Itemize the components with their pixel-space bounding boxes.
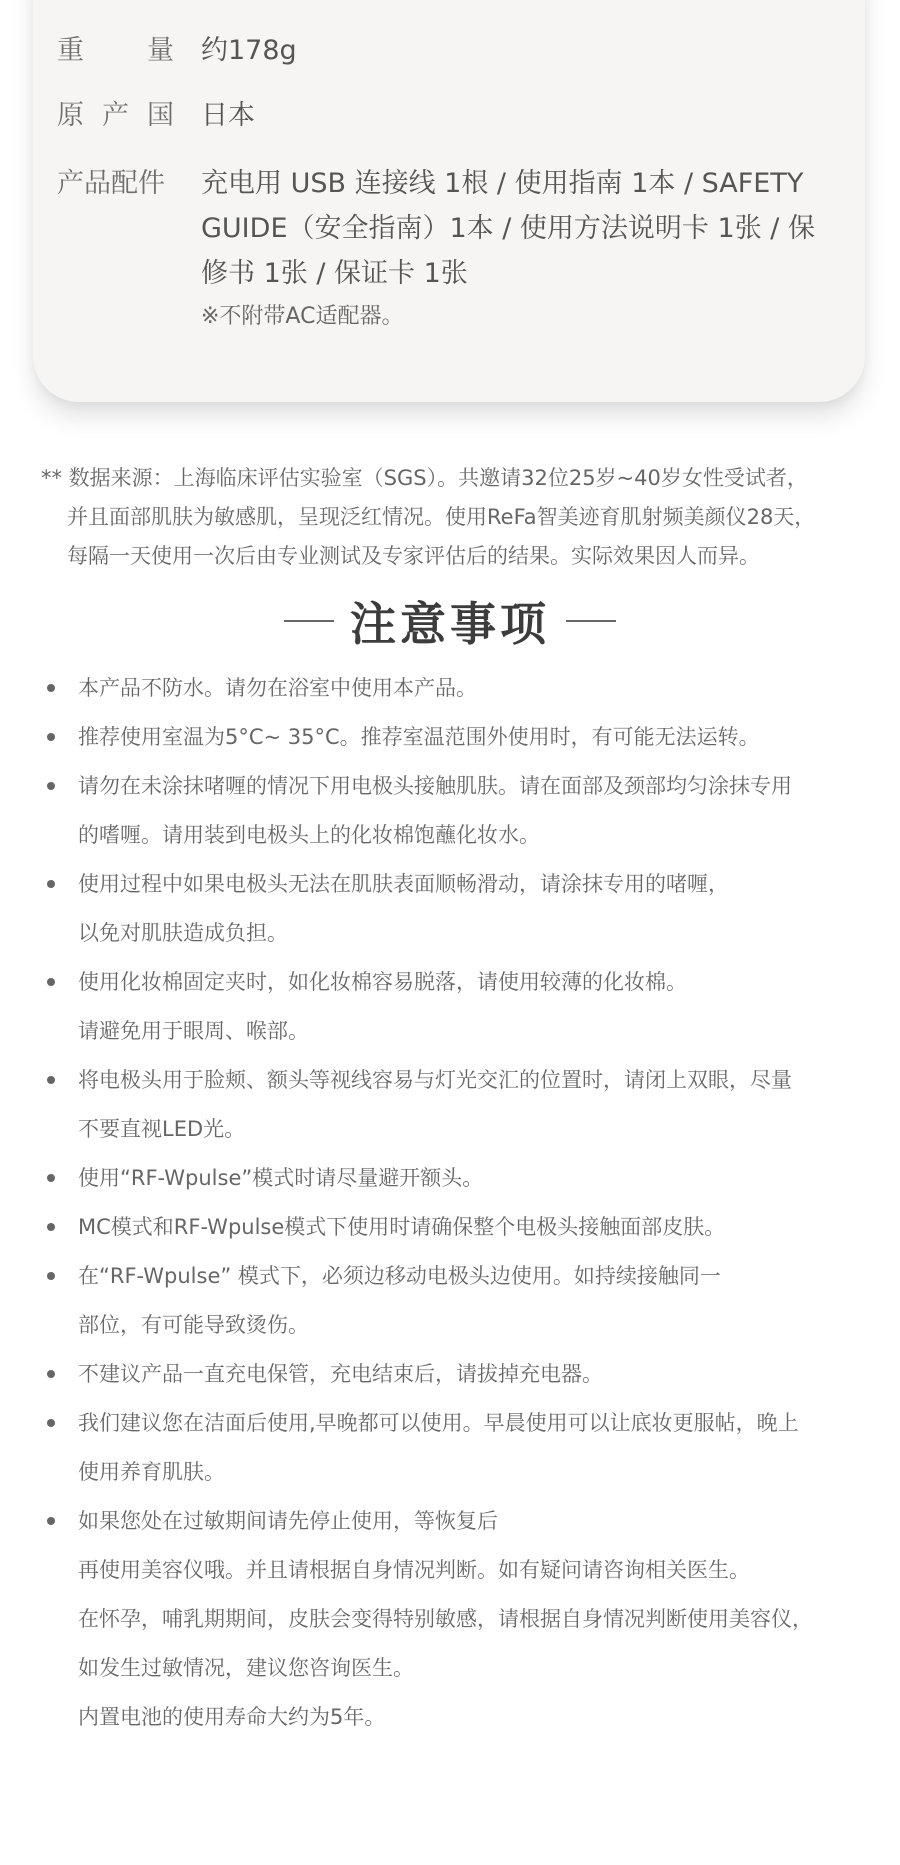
spec-label-origin: 原 产 国 [57,100,174,131]
precaution-text: 如果您处在过敏期间请先停止使用，等恢复后 [78,1509,498,1533]
precaution-text: 部位，有可能导致烫伤。 [78,1313,309,1337]
heading-rule-right [566,620,616,622]
bullet-dot [47,1076,55,1084]
precaution-text: 本产品不防水。请勿在浴室中使用本产品。 [78,676,477,700]
section-title: 注意事项 [350,597,550,651]
spec-label-weight: 重 量 [57,35,174,66]
precaution-text: 我们建议您在洁面后使用,早晚都可以使用。早晨使用可以让底妆更服帖，晚上 [78,1411,799,1435]
precaution-text: 请避免用于眼周、喉部。 [78,1019,309,1043]
precaution-text: 将电极头用于脸颊、额头等视线容易与灯光交汇的位置时，请闭上双眼，尽量 [78,1068,792,1092]
precaution-text: 不要直视LED光。 [78,1117,246,1141]
source-line: 每隔一天使用一次后由专业测试及专家评估后的结果。实际效果因人而异。 [67,544,760,568]
precaution-text: 推荐使用室温为5°C~ 35°C。推荐室温范围外使用时，有可能无法运转。 [78,725,760,749]
bullet-dot [47,733,55,741]
section-heading [0,588,900,654]
spec-card [33,0,865,402]
precaution-text: 不建议产品一直充电保管，充电结束后，请拔掉充电器。 [78,1362,603,1386]
source-line: ** 数据来源：上海临床评估实验室（SGS）。共邀请32位25岁~40岁女性受试者， [41,466,808,490]
precaution-text: 的嗜喱。请用装到电极头上的化妆棉饱蘸化妆水。 [78,823,540,847]
bullet-dot [47,880,55,888]
precaution-text: 以免对肌肤造成负担。 [78,921,288,945]
spec-label-accessories: 产品配件 [57,168,165,199]
accessories-line: 修书 1张 / 保证卡 1张 [201,258,468,289]
precaution-text: 在“RF-Wpulse” 模式下，必须边移动电极头边使用。如持续接触同一 [78,1264,721,1288]
heading-rule-left [284,620,334,622]
bullet-dot [47,1517,55,1525]
precaution-text: 使用化妆棉固定夹时，如化妆棉容易脱落，请使用较薄的化妆棉。 [78,970,687,994]
precaution-text: 请勿在未涂抹啫喱的情况下用电极头接触肌肤。请在面部及颈部均匀涂抹专用 [78,774,792,798]
accessories-line: 充电用 USB 连接线 1根 / 使用指南 1本 / SAFETY [201,168,804,199]
accessories-line: GUIDE（安全指南）1本 / 使用方法说明卡 1张 / 保 [201,213,815,244]
precaution-text: 使用过程中如果电极头无法在肌肤表面顺畅滑动，请涂抹专用的啫喱， [78,872,729,896]
accessories-note: ※不附带AC适配器。 [201,304,404,329]
spec-value-origin: 日本 [201,100,255,131]
spec-value-accessories [201,161,845,334]
bullet-dot [47,684,55,692]
bullet-dot [47,1223,55,1231]
precaution-text: 再使用美容仪哦。并且请根据自身情况判断。如有疑问请咨询相关医生。 [78,1558,750,1582]
precaution-text: 如发生过敏情况，建议您咨询医生。 [78,1656,414,1680]
precaution-text: 使用养育肌肤。 [78,1460,225,1484]
precaution-text: MC模式和RF-Wpulse模式下使用时请确保整个电极头接触面部皮肤。 [78,1215,726,1239]
data-source-note [41,459,871,576]
bullet-dot [47,782,55,790]
spec-value-weight: 约178g [201,35,297,66]
precaution-text: 在怀孕，哺乳期期间，皮肤会变得特别敏感，请根据自身情况判断使用美容仪， [78,1607,813,1631]
precaution-text: 内置电池的使用寿命大约为5年。 [78,1705,386,1729]
source-line: 并且面部肌肤为敏感肌，呈现泛红情况。使用ReFa智美迹育肌射频美颜仪28天， [67,505,816,529]
bullet-dot [47,1419,55,1427]
precaution-text: 使用“RF-Wpulse”模式时请尽量避开额头。 [78,1166,484,1190]
bullet-dot [47,1272,55,1280]
bullet-dot [47,1174,55,1182]
bullet-dot [47,978,55,986]
bullet-dot [47,1370,55,1378]
